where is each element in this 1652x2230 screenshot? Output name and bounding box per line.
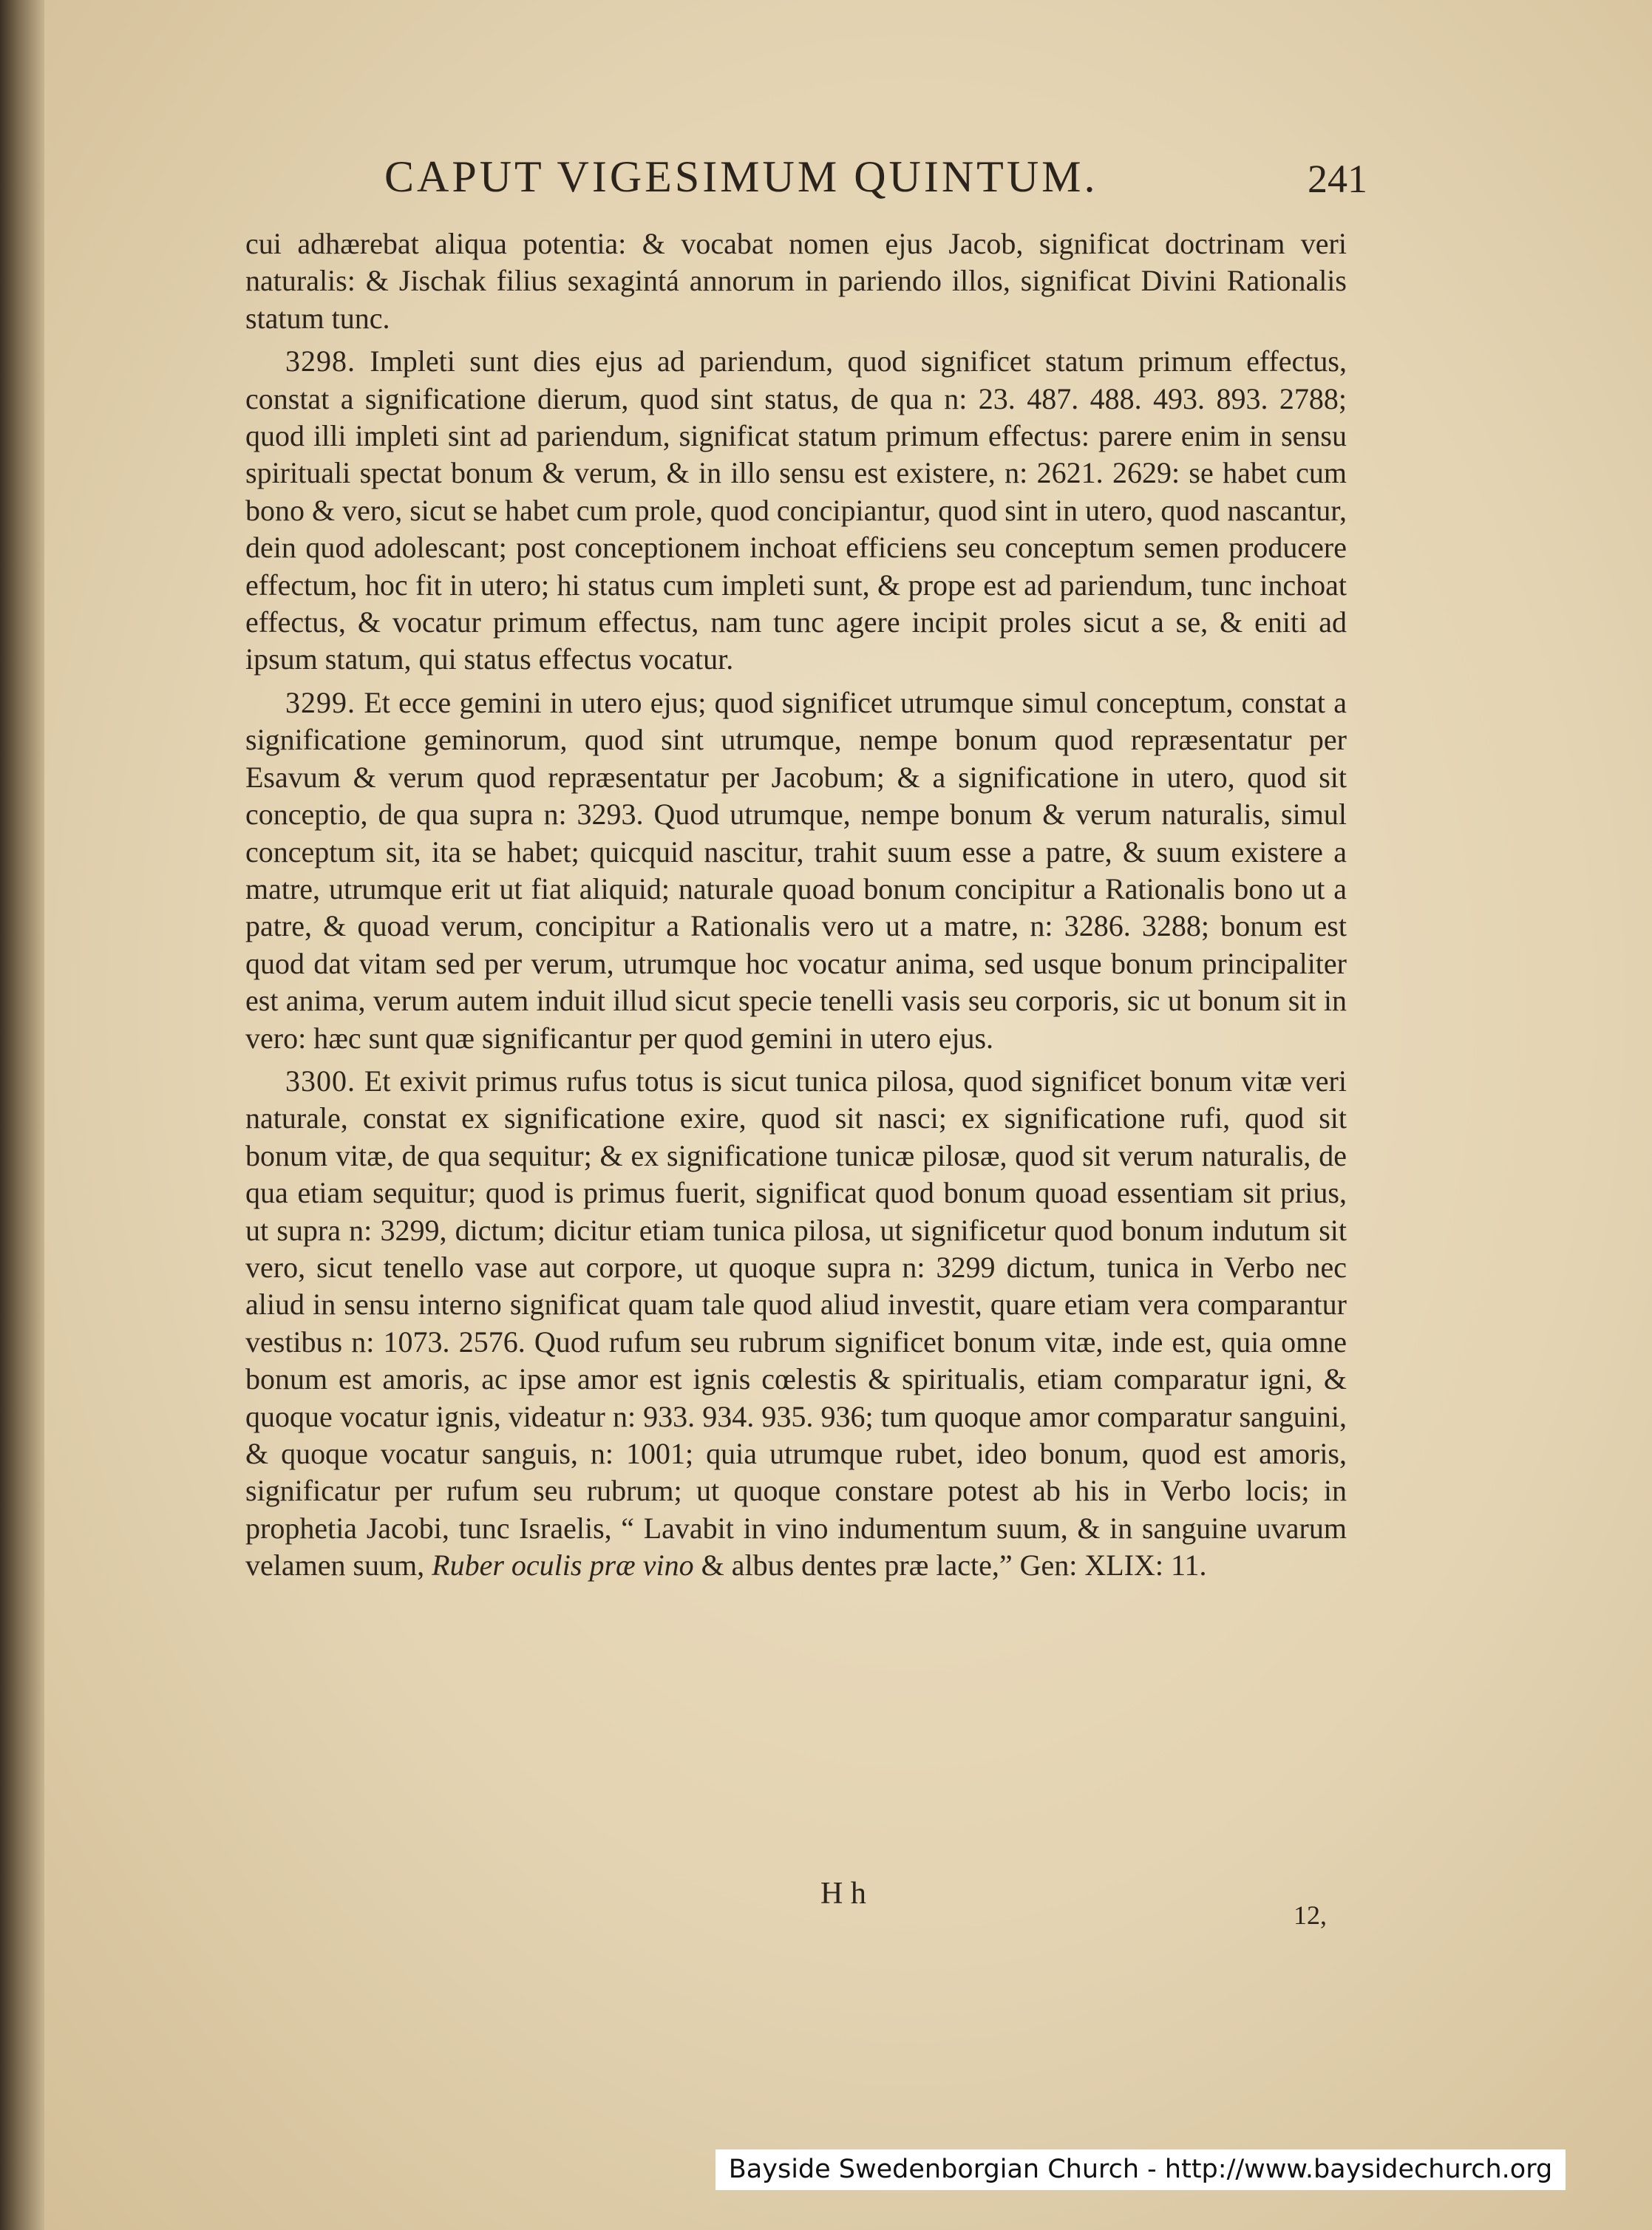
italic-quote: Ruber oculis præ vino: [432, 1549, 694, 1583]
paragraph-3299: [245, 684, 1347, 1057]
paragraph-number: 3300.: [285, 1064, 356, 1098]
paragraph-text-end: & albus dentes præ lacte,” Gen: XLIX: 11.: [701, 1549, 1207, 1583]
watermark-banner: Bayside Swedenborgian Church - http://www.baysidechurch.org: [715, 2149, 1566, 2190]
body-text: [245, 225, 1347, 1585]
binding-gutter: [0, 0, 44, 2230]
paragraph-text: Et ecce gemini in utero ejus; quod significet utrumque simul conceptum, constat a significatione geminorum, quod sint utrumque, nempe bonum quod repræsentatur per Esavum & verum quod repræsentatur per Jacobum; & a significatione in utero, quod sit conceptio, de qua supra n: 3293. Quod utrumque, nempe bonum & verum naturalis, simul conceptum sit, ita se habet; quicquid nascitur, trahit suum esse a patre, & suum existere a matre, utrumque erit ut fiat aliquid; naturale quoad bonum concipitur a Rationalis bono ut a patre, & quoad verum, concipitur a Rationalis vero ut a matre, n: 3286. 3288; bonum est quod dat vitam sed per verum, utrumque hoc vocatur anima, sed usque bonum principaliter est anima, verum autem induit illud sicut specie tenelli vasis seu corporis, sic ut bonum sit in vero: hæc sunt quæ significantur per quod gemini in utero ejus.: [245, 685, 1347, 1055]
paragraph-text: cui adhærebat aliqua potentia: & vocabat nomen ejus Jacob, significat doctrinam veri naturalis: & Jischak filius sexagintá annorum in pariendo illos, significat Divini Rationalis statum tunc.: [245, 227, 1347, 335]
running-head: CAPUT VIGESIMUM QUINTUM.: [384, 152, 1098, 201]
catchword: 12,: [1294, 1900, 1327, 1930]
paragraph-3300: [245, 1063, 1347, 1585]
paragraph-number: 3299.: [285, 685, 356, 719]
page-header: [384, 152, 1367, 218]
page-number: 241: [1308, 157, 1367, 201]
paragraph-number: 3298.: [285, 344, 356, 378]
signature-mark: H h: [820, 1877, 866, 1911]
paragraph-text: Impleti sunt dies ejus ad pariendum, quod significet statum primum effectus, constat a significatione dierum, quod sint status, de qua n: 23. 487. 488. 493. 893. 2788; quod illi impleti sint ad pariendum, significat statum primum effectus: parere enim in sensu spirituali spectat bonum & verum, & in illo sensu est existere, n: 2621. 2629: se habet cum bono & vero, sicut se habet cum prole, quod concipiantur, quod sint in utero, quod nascantur, dein quod adolescant; post conceptionem inchoat efficiens seu conceptum semen producere effectum, hoc fit in utero; hi status cum impleti sunt, & prope est ad pariendum, tunc inchoat effectus, & vocatur primum effectus, nam tunc agere incipit proles sicut a se, & eniti ad ipsum statum, qui status effectus vocatur.: [245, 344, 1347, 676]
paragraph-text: Et exivit primus rufus totus is sicut tunica pilosa, quod significet bonum vitæ veri naturale, constat ex significatione exire, quod sit nasci; ex significatione rufi, quod sit bonum vitæ, de qua sequitur; & ex significatione tunicæ pilosæ, quod sit verum naturalis, de qua etiam sequitur; quod is primus fuerit, significat quod bonum quoad essentiam sit prius, ut supra n: 3299, dictum; dicitur etiam tunica pilosa, ut significetur quod bonum indutum sit vero, sicut tenello vase aut corpore, ut quoque supra n: 3299 dictum, tunica in Verbo nec aliud in sensu interno significat quam tale quod aliud investit, quare etiam vera comparantur vestibus n: 1073. 2576. Quod rufum seu rubrum significet bonum vitæ, inde est, quia omne bonum est amoris, ac ipse amor est ignis cœlestis & spiritualis, etiam comparatur igni, & quoque vocatur ignis, videatur n: 933. 934. 935. 936; tum quoque amor comparatur sanguini, & quoque vocatur sanguis, n: 1001; quia utrumque rubet, ideo bonum, quod est amoris, significatur per rufum seu rubrum; ut quoque constare potest ab his in Verbo locis; in prophetia Jacobi, tunc Israelis, “ Lavabit in vino indumentum suum, & in sanguine uvarum velamen suum,: [245, 1064, 1347, 1583]
paragraph-3298: [245, 343, 1347, 679]
paragraph-continuation: [245, 225, 1347, 337]
